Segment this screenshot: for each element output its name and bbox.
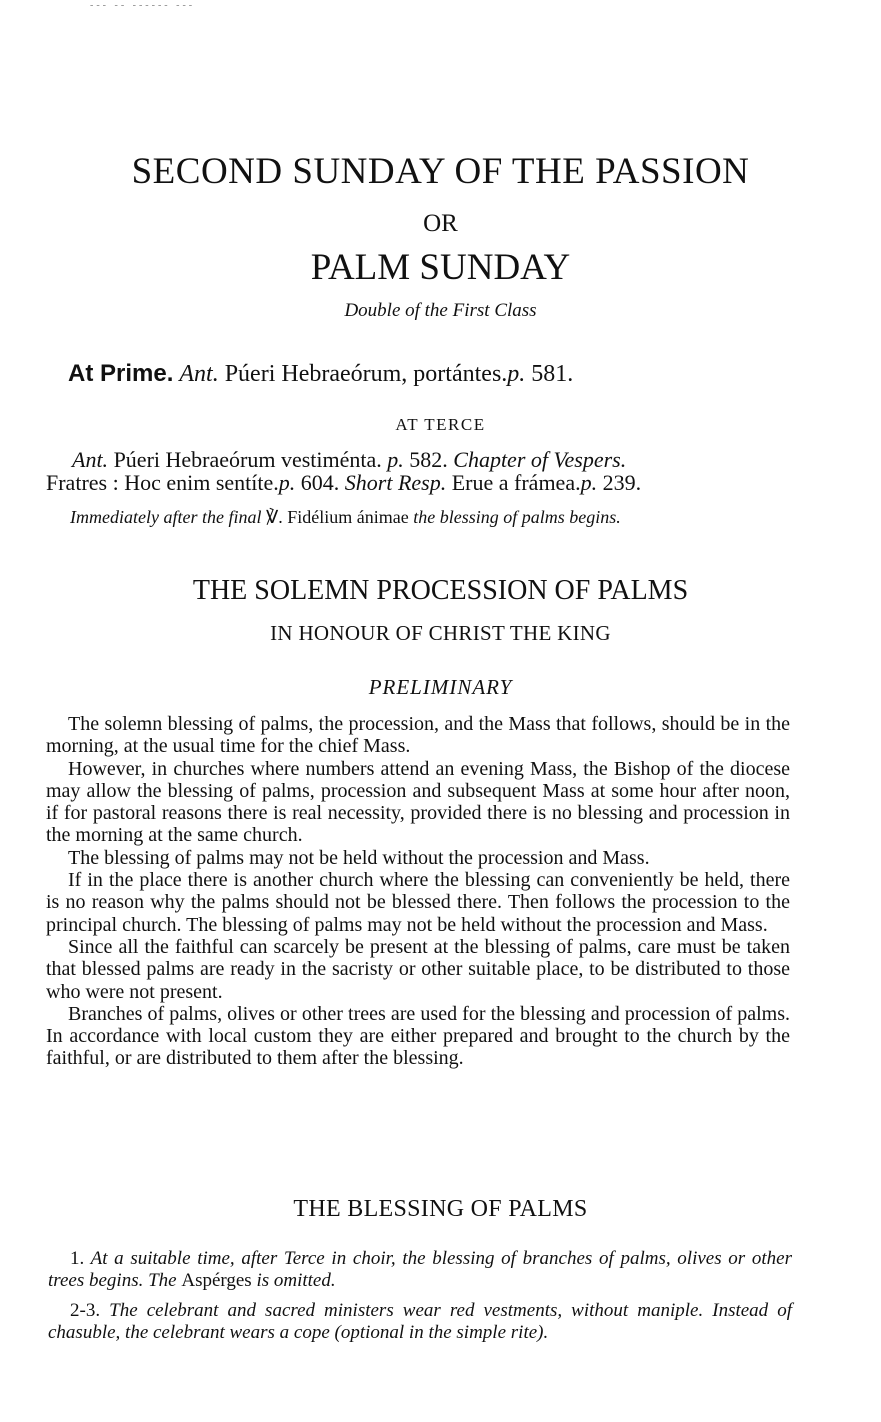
terce-p2: p.: [278, 470, 296, 495]
preliminary-paragraph: Since all the faithful can scarcely be present at the blessing of palms, care must be taken that blessed palms are ready in the sacristy or other suitable place, to be distributed to those who were not present.: [46, 935, 790, 1003]
terce-page1: 582.: [409, 447, 448, 472]
item-1-text: At a suitable time, after Terce in choir, the blessing of branches of palms, olives or other trees begins. The: [48, 1248, 792, 1291]
prime-line: [68, 360, 573, 388]
terce-p3: p.: [580, 470, 598, 495]
terce-heading: AT TERCE: [395, 415, 486, 434]
terce-ant-label: Ant.: [72, 447, 109, 472]
rubric-blessing-begins: the blessing of palms begins.: [413, 507, 621, 527]
prime-label: At Prime.: [68, 360, 174, 387]
item-1-number: 1.: [70, 1248, 85, 1269]
page-title: SECOND SUNDAY OF THE PASSION: [131, 151, 750, 192]
versicle-symbol: ℣.: [265, 507, 283, 527]
terce-antiphon: Púeri Hebraeórum vestiménta.: [113, 447, 382, 472]
title-or: OR: [423, 210, 458, 237]
terce-page2: 604.: [300, 470, 340, 495]
preliminary-text: [46, 713, 790, 1070]
fidelium-text: Fidélium ánimae: [287, 507, 409, 527]
preliminary-paragraph: If in the place there is another church where the blessing can conveniently be held, there is no reason why the palms should not be blessed there. Then follows the procession to the principal church. The blessing of palms may not be held without the procession and Mass.: [46, 869, 790, 936]
preliminary-paragraph: However, in churches where numbers attend an evening Mass, the Bishop of the diocese may allow the blessing of palms, procession and subsequent Mass at some hour after noon, if for pastoral reasons there is real necessity, provided there is no blessing and procession in the morning at the same church.: [46, 757, 790, 847]
prime-ant-label: Ant.: [179, 361, 219, 387]
blessing-heading: THE BLESSING OF PALMS: [293, 1196, 588, 1222]
prime-antiphon: Púeri Hebraeórum, portántes.: [224, 361, 508, 387]
preliminary-heading: PRELIMINARY: [368, 675, 513, 699]
scan-header-artifact: ‑‑‑ ‑‑ ‑‑‑‑‑‑ ‑‑‑: [90, 0, 196, 11]
chapter-label: Chapter of Vespers.: [453, 447, 627, 472]
title-palm-sunday: PALM SUNDAY: [310, 247, 571, 288]
erue-text: Erue a frámea.: [451, 470, 581, 495]
preliminary-paragraph: The solemn blessing of palms, the procession, and the Mass that follows, should be in the morning, at the usual time for the chief Mass.: [46, 713, 790, 758]
prime-page: 581.: [531, 361, 574, 387]
terce-page3: 239.: [602, 470, 642, 495]
terce-p1: p.: [387, 447, 404, 472]
procession-subheading: IN HONOUR OF CHRIST THE KING: [270, 621, 611, 645]
prime-p: p.: [507, 361, 526, 387]
fratres-text: Fratres : Hoc enim sentíte.: [46, 470, 279, 495]
procession-heading: THE SOLEMN PROCESSION OF PALMS: [192, 575, 689, 606]
preliminary-paragraph: The blessing of palms may not be held without the procession and Mass.: [68, 846, 650, 869]
rubric-item-1: [48, 1248, 792, 1292]
item-2-3-text: The celebrant and sacred ministers wear red vestments, without maniple. Instead of chasuble, the celebrant wears a cope (optional in the simple rite).: [48, 1300, 793, 1343]
rubric-immediately: Immediately after the final: [70, 507, 262, 527]
rubric-item-2-3: [48, 1300, 792, 1344]
terce-line-2: [46, 470, 641, 496]
feast-rank: Double of the First Class: [344, 300, 537, 321]
preliminary-paragraph: Branches of palms, olives or other trees are used for the blessing and procession of palms. In accordance with local custom they are either prepared and brought to the church by the faithful, or are distributed to them after the blessing.: [46, 1002, 790, 1070]
terce-rubric: [70, 507, 621, 528]
item-1-omitted: is omitted.: [256, 1270, 336, 1291]
asperges-text: Aspérges: [181, 1270, 252, 1291]
short-resp-label: Short Resp.: [344, 470, 447, 495]
item-2-3-number: 2-3.: [70, 1300, 101, 1321]
